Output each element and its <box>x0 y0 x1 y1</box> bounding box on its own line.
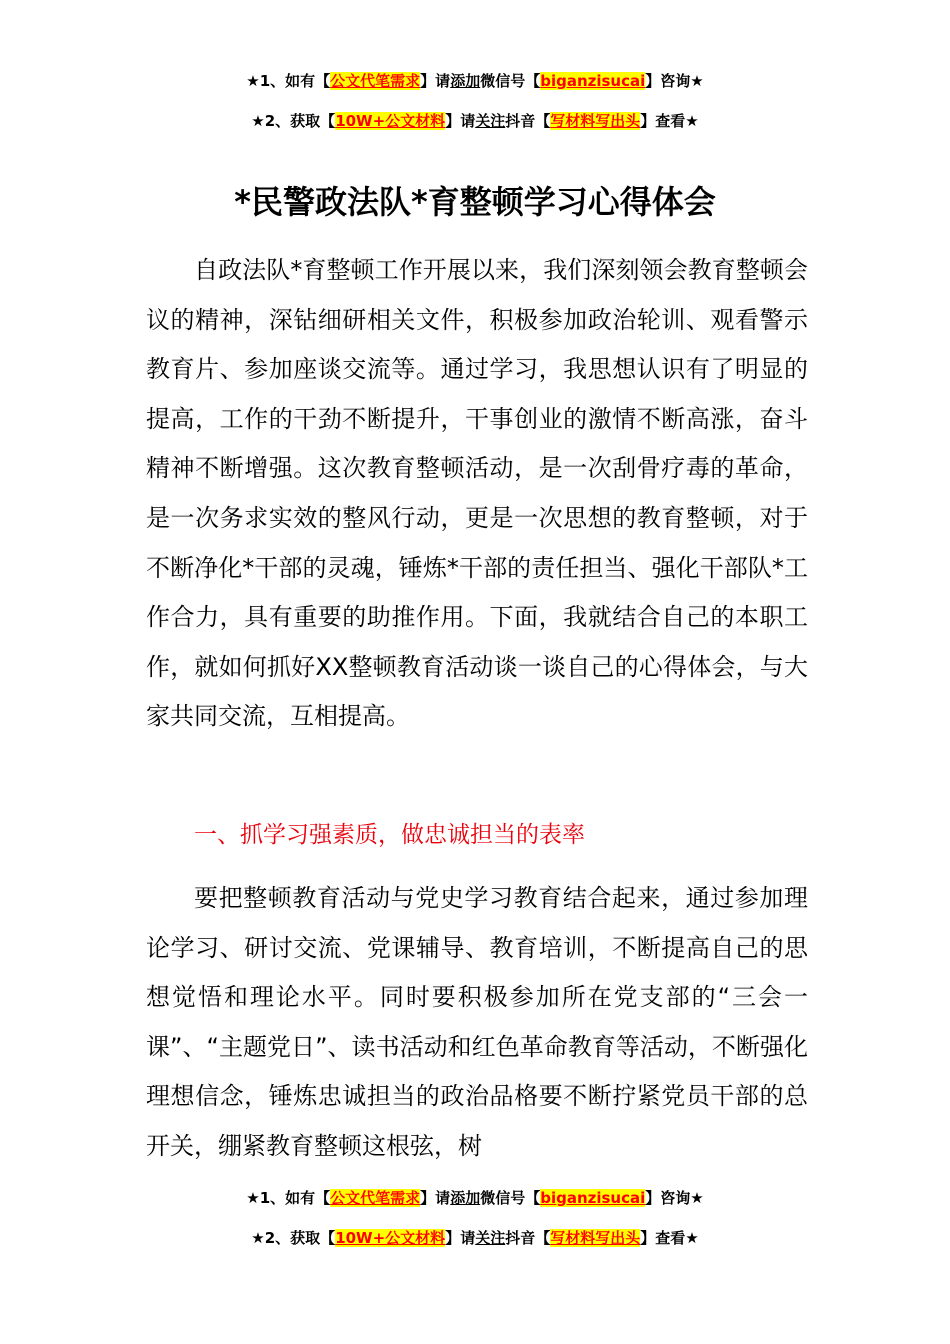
banner-prefix: ★1、如有【 <box>246 72 331 90</box>
banner-prefix: ★1、如有【 <box>246 1189 331 1207</box>
banner-suffix: 】查看★ <box>640 112 699 130</box>
banner-text: 微信号【 <box>480 72 541 90</box>
promo-banner-bottom-1 <box>0 1188 950 1208</box>
promo-banner-top-2 <box>0 111 950 131</box>
banner-highlight: 10W+公文材料 <box>335 112 446 130</box>
banner-text: 】请 <box>420 1189 451 1207</box>
banner-underlined: 关注 <box>475 1229 506 1247</box>
banner-highlight: 写材料写出头 <box>550 1229 641 1247</box>
banner-highlight: biganzisucai <box>540 72 646 90</box>
banner-underlined: 添加 <box>450 72 481 90</box>
banner-suffix: 】咨询★ <box>645 1189 704 1207</box>
section-heading-1: 一、抓学习强素质，做忠诚担当的表率 <box>194 822 585 848</box>
banner-highlight: 10W+公文材料 <box>335 1229 446 1247</box>
banner-text: 】请 <box>420 72 451 90</box>
banner-highlight: 公文代笔需求 <box>330 72 421 90</box>
banner-highlight: biganzisucai <box>540 1189 646 1207</box>
banner-text: 】请 <box>445 1229 476 1247</box>
banner-text: 】请 <box>445 112 476 130</box>
banner-text: 微信号【 <box>480 1189 541 1207</box>
document-title: *民警政法队*育整顿学习心得体会 <box>234 183 716 221</box>
promo-banner-bottom-2 <box>0 1228 950 1248</box>
banner-highlight: 公文代笔需求 <box>330 1189 421 1207</box>
banner-highlight: 写材料写出头 <box>550 112 641 130</box>
banner-prefix: ★2、获取【 <box>251 1229 336 1247</box>
banner-text: 抖音【 <box>505 112 551 130</box>
body-paragraph-2: 要把整顿教育活动与党史学习教育结合起来，通过参加理论学习、研讨交流、党课辅导、教育培训，不断提高自己的思想觉悟和理论水平。同时要积极参加所在党支部的“三会一课”、“主题党日”、读书活动和红色革命教育等活动，不断强化理想信念，锤炼忠诚担当的政治品格要不断拧紧党员干部的总开关，绷紧教育整顿这根弦，树 <box>146 884 808 1160</box>
banner-prefix: ★2、获取【 <box>251 112 336 130</box>
banner-text: 抖音【 <box>505 1229 551 1247</box>
body-paragraph-1: 自政法队*育整顿工作开展以来，我们深刻领会教育整顿会议的精神，深钻细研相关文件，积极参加政治轮训、观看警示教育片、参加座谈交流等。通过学习，我思想认识有了明显的提高，工作的干劲不断提升，干事创业的激情不断高涨，奋斗精神不断增强。这次教育整顿活动，是一次刮骨疗毒的革命，是一次务求实效的整风行动，更是一次思想的教育整顿，对于不断净化*干部的灵魂，锤炼*干部的责任担当、强化干部队*工作合力，具有重要的助推作用。下面，我就结合自己的本职工作，就如何抓好XX整顿教育活动谈一谈自己的心得体会，与大家共同交流，互相提高。 <box>146 256 808 731</box>
banner-suffix: 】咨询★ <box>645 72 704 90</box>
promo-banner-top-1 <box>0 71 950 91</box>
banner-suffix: 】查看★ <box>640 1229 699 1247</box>
banner-underlined: 关注 <box>475 112 506 130</box>
banner-underlined: 添加 <box>450 1189 481 1207</box>
